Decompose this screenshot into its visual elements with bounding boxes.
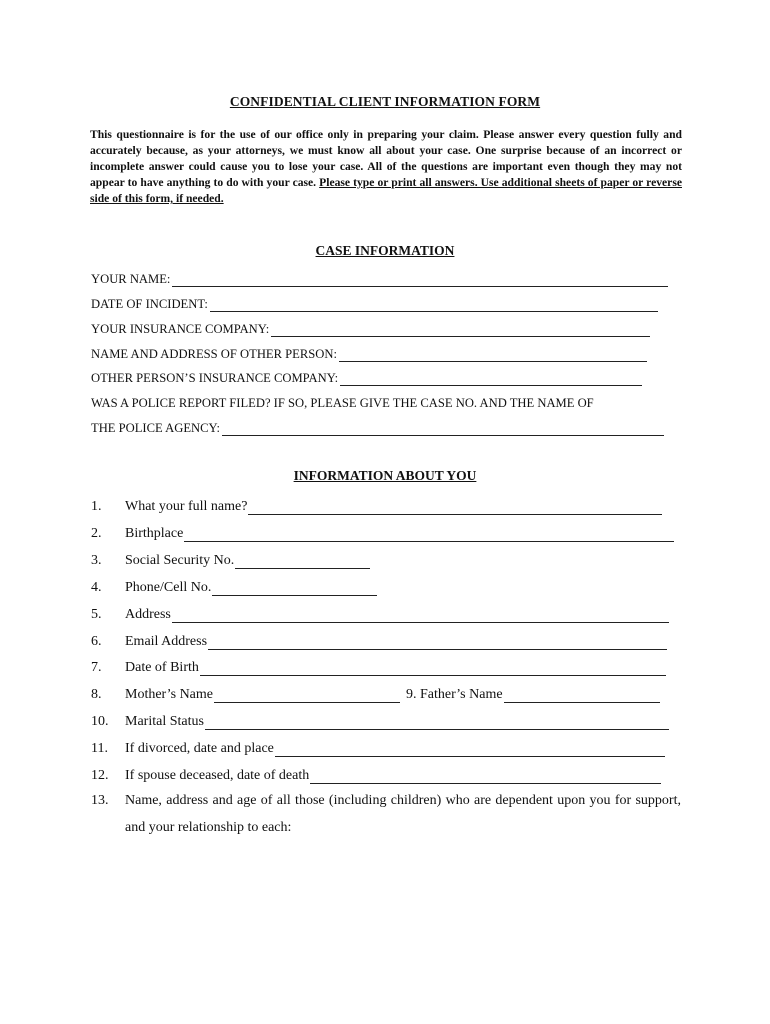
other-person-input[interactable] — [339, 347, 647, 362]
field-date-of-incident — [91, 292, 658, 312]
item-parents — [91, 681, 660, 703]
mothers-name-input[interactable] — [214, 687, 400, 703]
item-birthplace — [91, 520, 674, 542]
marital-status-input[interactable] — [205, 714, 669, 730]
field-insurance-company — [91, 317, 650, 337]
item-number: 1. — [91, 499, 102, 514]
item-label: Birthplace — [125, 526, 184, 541]
police-question-text: WAS A POLICE REPORT FILED? IF SO, PLEASE GIVE THE CASE NO. AND THE NAME OF — [91, 396, 594, 410]
item-number: 5. — [91, 607, 102, 622]
item-label: Social Security No. — [125, 553, 235, 568]
field-label: THE POLICE AGENCY: — [91, 421, 220, 435]
insurance-company-input[interactable] — [271, 322, 650, 337]
item-spouse-deceased — [91, 762, 661, 784]
item-number: 12. — [91, 768, 109, 783]
item-number: 13. — [91, 793, 109, 808]
item-label: Mother’s Name — [125, 687, 213, 702]
field-other-person — [91, 342, 647, 362]
field-police-agency — [91, 416, 664, 436]
item-label: Marital Status — [125, 714, 204, 729]
field-other-insurance — [91, 366, 642, 386]
date-of-birth-input[interactable] — [200, 660, 666, 676]
intro-paragraph — [90, 127, 682, 207]
full-name-input[interactable] — [248, 499, 662, 515]
item-dependents-text: Name, address and age of all those (including children) who are dependent upon you for support, and your relationship to each: — [125, 793, 681, 835]
item-ssn — [91, 547, 370, 569]
field-label: YOUR NAME: — [91, 272, 171, 286]
spouse-deceased-input[interactable] — [310, 768, 661, 784]
item-marital-status — [91, 708, 669, 730]
phone-input[interactable] — [212, 580, 377, 596]
item-number: 11. — [91, 741, 108, 756]
item-number: 10. — [91, 714, 109, 729]
field-label: YOUR INSURANCE COMPANY: — [91, 322, 270, 336]
item-address — [91, 601, 669, 623]
your-name-input[interactable] — [172, 272, 668, 287]
item-date-of-birth — [91, 654, 666, 676]
field-label: NAME AND ADDRESS OF OTHER PERSON: — [91, 347, 337, 361]
item-phone — [91, 574, 377, 596]
item-number: 3. — [91, 553, 102, 568]
item-label: If divorced, date and place — [125, 741, 274, 756]
item-number: 6. — [91, 634, 102, 649]
item-full-name — [91, 493, 662, 515]
item-divorced — [91, 735, 665, 757]
divorced-input[interactable] — [275, 741, 665, 757]
email-input[interactable] — [208, 634, 667, 650]
item-number: 2. — [91, 526, 102, 541]
birthplace-input[interactable] — [184, 526, 674, 542]
item-number: 7. — [91, 660, 102, 675]
item-label: Address — [125, 607, 171, 622]
address-input[interactable] — [172, 607, 669, 623]
field-label: OTHER PERSON’S INSURANCE COMPANY: — [91, 371, 339, 385]
about-you-heading: INFORMATION ABOUT YOU — [293, 468, 477, 483]
other-insurance-input[interactable] — [340, 371, 642, 386]
police-agency-input[interactable] — [222, 421, 664, 436]
item-label: If spouse deceased, date of death — [125, 768, 310, 783]
item-number: 8. — [91, 687, 102, 702]
case-information-heading: CASE INFORMATION — [315, 243, 455, 258]
ssn-input[interactable] — [235, 553, 370, 569]
form-title: CONFIDENTIAL CLIENT INFORMATION FORM — [229, 94, 541, 109]
field-label: DATE OF INCIDENT: — [91, 297, 208, 311]
item-email — [91, 628, 667, 650]
field-your-name — [91, 267, 668, 287]
date-of-incident-input[interactable] — [210, 297, 658, 312]
item-label: Date of Birth — [125, 660, 199, 675]
item-label: Email Address — [125, 634, 208, 649]
intro-text: This questionnaire is for the use of our office only in preparing your claim. Please answer every question fully and accurately because, as your attorneys, we must know all about your case. One surprise because of an incorrect or incomplete answer could cause you to lose your case. All of the questions are important even though they may not appear to have anything to do with your case. — [90, 128, 682, 189]
police-question — [91, 391, 594, 411]
item-label: Phone/Cell No. — [125, 580, 212, 595]
item-number: 4. — [91, 580, 102, 595]
fathers-name-input[interactable] — [504, 687, 660, 703]
item-label: 9. Father’s Name — [406, 687, 503, 702]
intro-underlined-instruction: Please type or print all answers. Use additional sheets of paper or reverse side of this form, if needed. — [90, 176, 682, 205]
item-label: What your full name? — [125, 499, 248, 514]
